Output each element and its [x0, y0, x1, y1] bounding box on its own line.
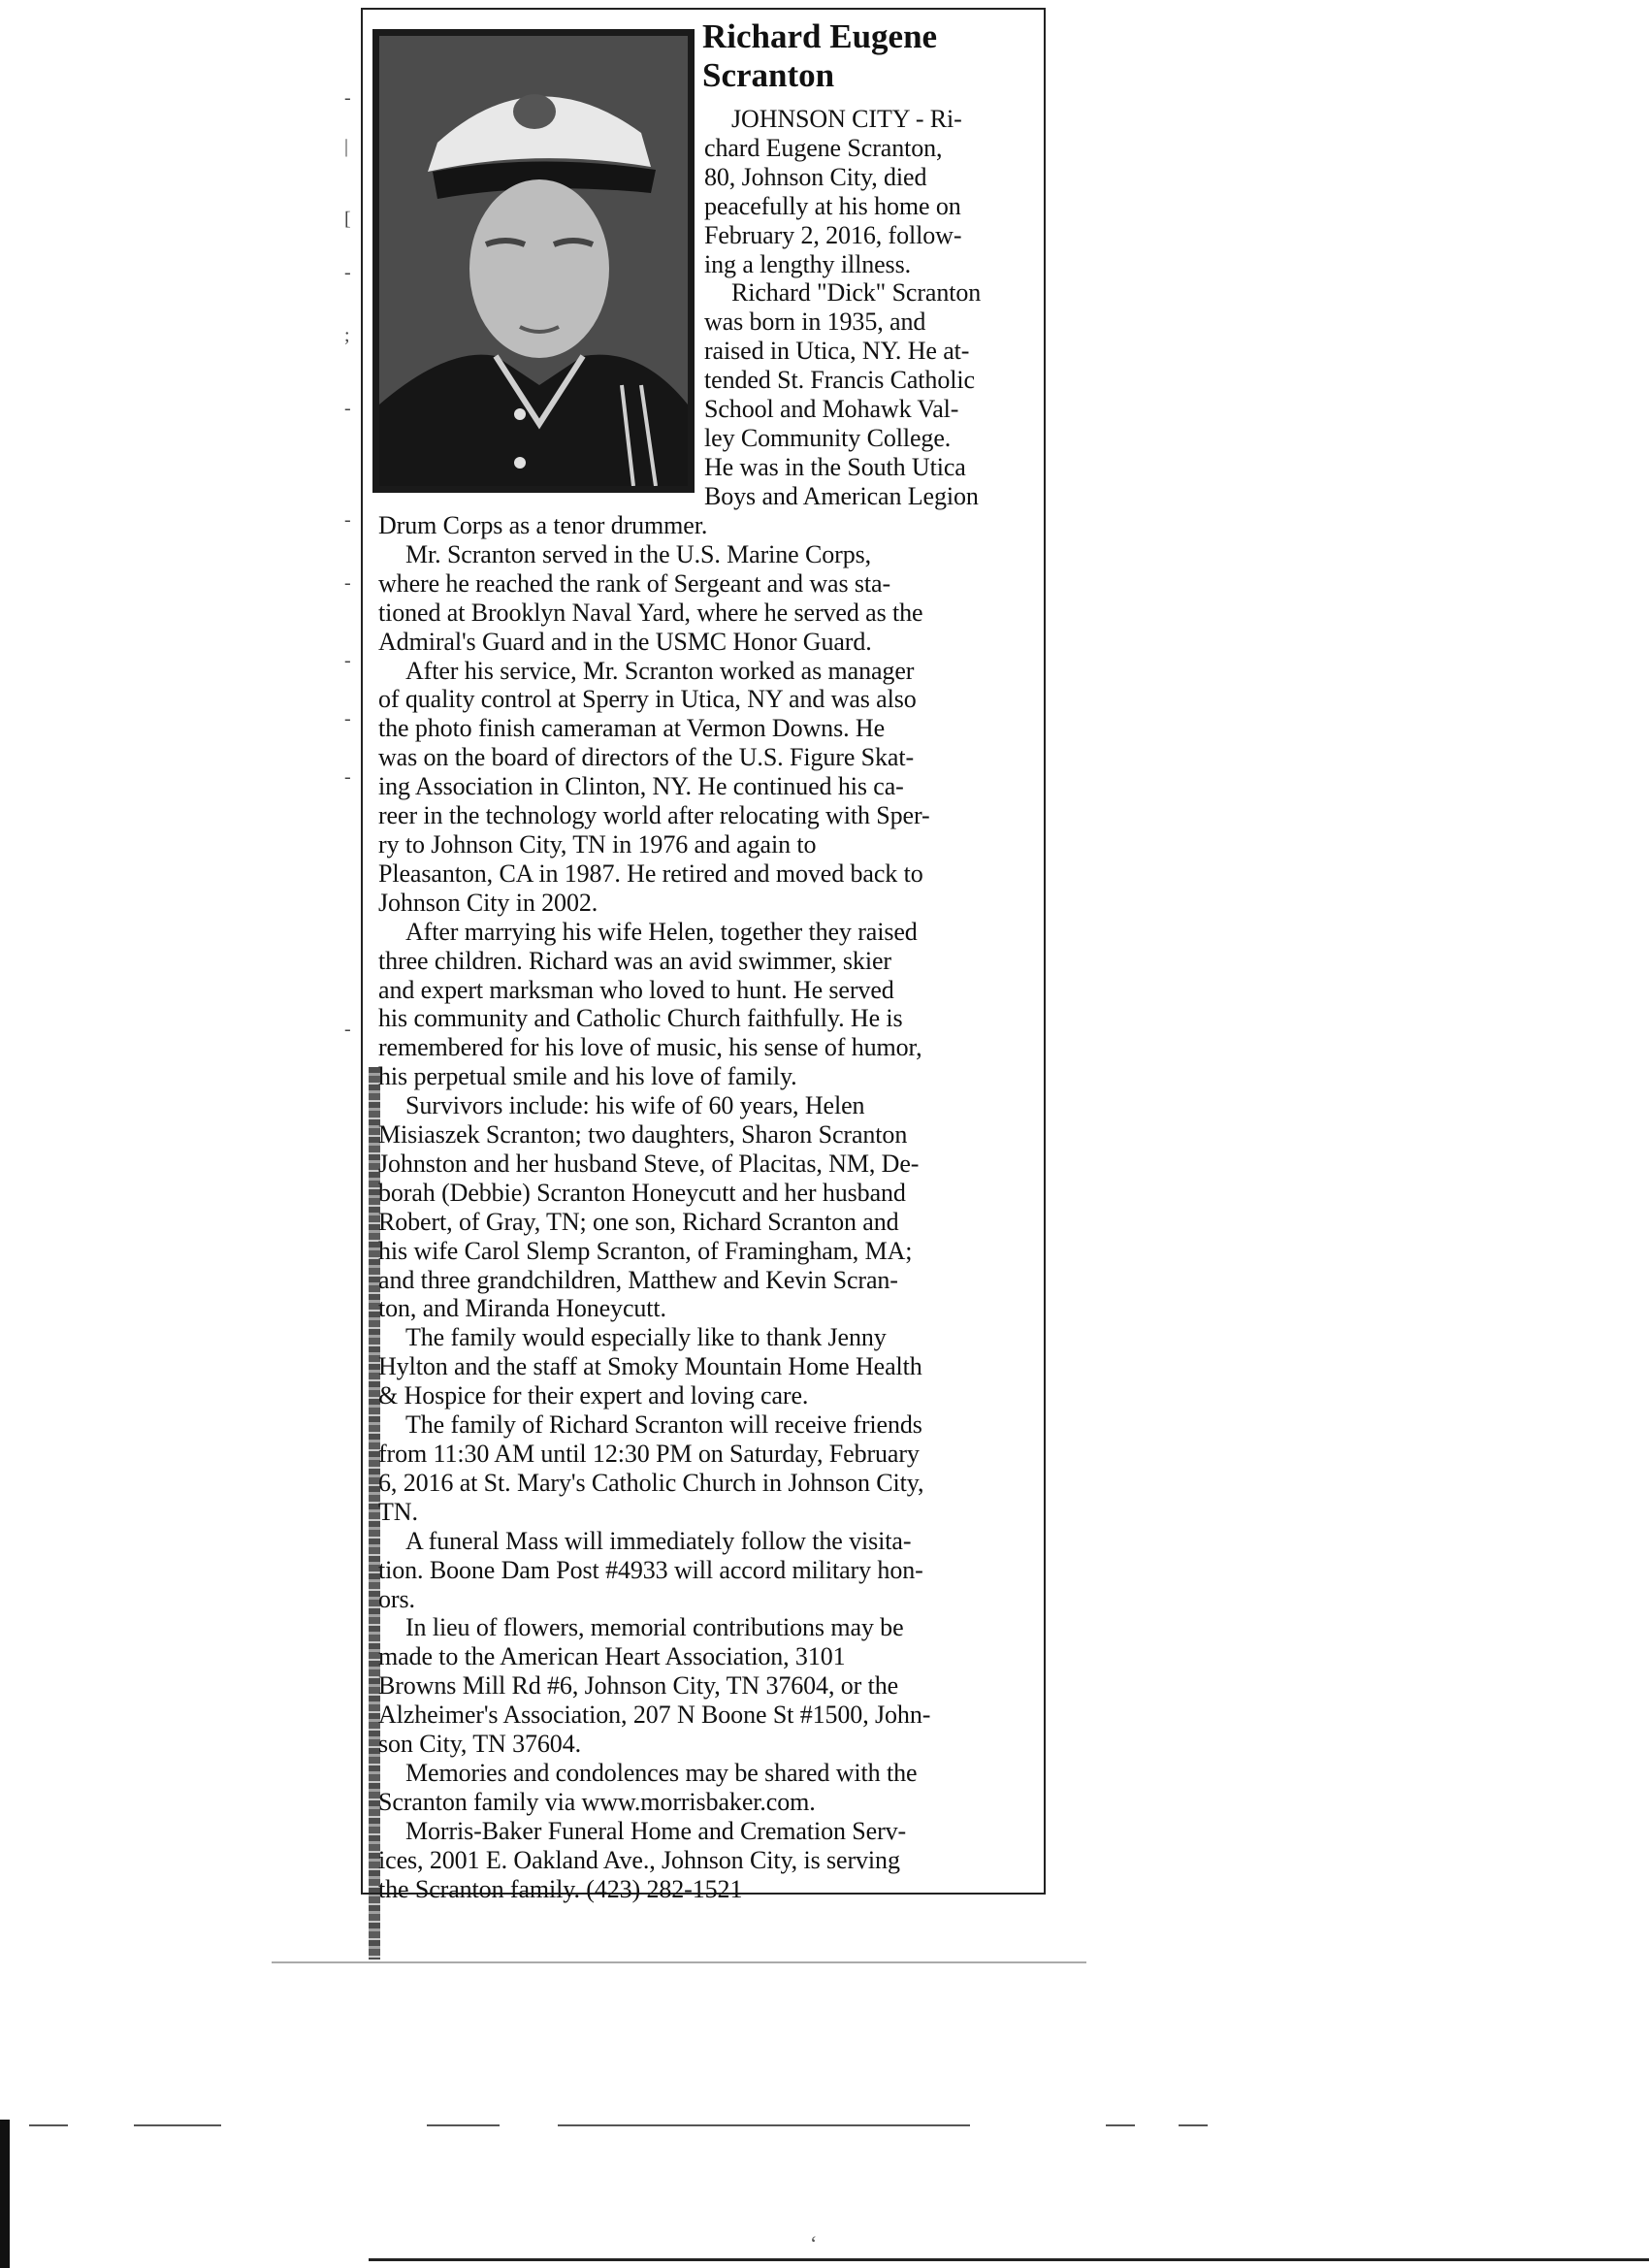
obituary-text-line: reer in the technology world after relocating with Sper-	[378, 801, 930, 830]
scan-bottom-rule	[369, 2258, 1649, 2261]
obituary-text-line: the photo finish cameraman at Vermon Downs. He	[378, 714, 886, 743]
obituary-text-line: 6, 2016 at St. Mary's Catholic Church in Johnson City,	[378, 1468, 924, 1497]
obituary-text-line: After his service, Mr. Scranton worked as manager	[405, 656, 915, 685]
scan-page-edge	[0, 2120, 10, 2268]
obituary-text-line: Admiral's Guard and in the USMC Honor Guard.	[378, 627, 872, 656]
scan-artifact-mark: ‘	[810, 2231, 818, 2255]
marine-portrait-image	[379, 36, 688, 486]
obituary-text-line: chard Eugene Scranton,	[704, 133, 943, 162]
obituary-text-line: In lieu of flowers, memorial contributions may be	[405, 1613, 904, 1642]
obituary-text-line: ton, and Miranda Honeycutt.	[378, 1294, 666, 1323]
obituary-headline	[702, 17, 1032, 95]
obituary-text-line: the Scranton family. (423) 282-1521	[378, 1874, 743, 1903]
obituary-text-line: Pleasanton, CA in 1987. He retired and moved back to	[378, 859, 923, 888]
obituary-text-line: ing a lengthy illness.	[704, 249, 911, 278]
obituary-text-line: Hylton and the staff at Smoky Mountain Home Health	[378, 1352, 922, 1381]
obituary-text-line: son City, TN 37604.	[378, 1730, 582, 1759]
obituary-text-line: and three grandchildren, Matthew and Kevin Scran-	[378, 1265, 898, 1294]
obituary-text-line: Boys and American Legion	[704, 481, 979, 510]
obituary-text-line: was on the board of directors of the U.S. Figure Skat-	[378, 743, 915, 772]
obituary-text-line: Mr. Scranton served in the U.S. Marine Corps,	[405, 539, 872, 568]
margin-bleed-marks: - | [ - ; - - - - - - -	[344, 87, 351, 1040]
obituary-text-line: The family would especially like to thank Jenny	[405, 1323, 887, 1352]
obituary-text-line: ley Community College.	[704, 423, 952, 452]
obituary-text-line: and expert marksman who loved to hunt. He served	[378, 975, 894, 1004]
obituary-text-line: Memories and condolences may be shared with the	[405, 1758, 918, 1787]
obituary-text-line: School and Mohawk Val-	[704, 395, 959, 424]
scan-artifact-dash	[1179, 2124, 1208, 2126]
obituary-text-line: ing Association in Clinton, NY. He continued his ca-	[378, 772, 904, 801]
obituary-text-line: Richard "Dick" Scranton	[731, 278, 982, 308]
obituary-text-line: of quality control at Sperry in Utica, NY and was also	[378, 685, 917, 714]
obituary-text-line: Johnston and her husband Steve, of Placitas, NM, De-	[378, 1149, 920, 1178]
obituary-text-line: A funeral Mass will immediately follow the visita-	[405, 1526, 912, 1555]
obituary-text-line: Scranton family via www.morrisbaker.com.	[378, 1787, 816, 1816]
obituary-text-line: was born in 1935, and	[704, 308, 926, 337]
obituary-text-line: three children. Richard was an avid swimmer, skier	[378, 946, 891, 975]
obituary-text-line: The family of Richard Scranton will receive friends	[405, 1410, 922, 1440]
obituary-text-line: ors.	[378, 1584, 415, 1613]
scan-artifact-dash	[427, 2124, 500, 2126]
obituary-text-line: February 2, 2016, follow-	[704, 220, 962, 249]
obituary-text-line: Survivors include: his wife of 60 years, Helen	[405, 1091, 865, 1120]
obituary-text-line: remembered for his love of music, his sense of humor,	[378, 1033, 922, 1062]
obituary-text-line: peacefully at his home on	[704, 191, 961, 220]
scan-artifact-dash	[272, 1961, 1086, 1963]
obituary-text-line: his community and Catholic Church faithfully. He is	[378, 1004, 903, 1033]
obituary-text-line: borah (Debbie) Scranton Honeycutt and her husband	[378, 1178, 906, 1207]
obituary-text-line: raised in Utica, NY. He at-	[704, 337, 970, 366]
obituary-text-line: his perpetual smile and his love of family.	[378, 1062, 797, 1091]
obituary-text-line: TN.	[378, 1497, 418, 1526]
obituary-text-line: 80, Johnson City, died	[704, 162, 927, 191]
obituary-text-beside-photo	[704, 105, 1044, 511]
obituary-text-line: After marrying his wife Helen, together they raised	[405, 917, 918, 946]
scan-artifact-dash	[1106, 2124, 1135, 2126]
obituary-text-line: made to the American Heart Association, 3101	[378, 1642, 846, 1671]
obituary-text-line: ices, 2001 E. Oakland Ave., Johnson City, is serving	[378, 1845, 900, 1874]
obituary-text-full-width	[378, 511, 1043, 1904]
obituary-text-line: JOHNSON CITY - Ri-	[731, 105, 962, 133]
obituary-text-line: He was in the South Utica	[704, 452, 966, 481]
obituary-text-line: Browns Mill Rd #6, Johnson City, TN 37604, or the	[378, 1671, 899, 1701]
obituary-text-line: tioned at Brooklyn Naval Yard, where he served as the	[378, 598, 923, 627]
scan-artifact-dash	[134, 2124, 221, 2126]
obituary-text-line: & Hospice for their expert and loving care.	[378, 1381, 809, 1410]
obituary-text-line: his wife Carol Slemp Scranton, of Framingham, MA;	[378, 1236, 913, 1265]
scan-artifact-dash	[558, 2124, 970, 2126]
headline-line: Richard Eugene	[702, 17, 938, 55]
obituary-text-line: tended St. Francis Catholic	[704, 366, 975, 395]
obituary-text-line: Robert, of Gray, TN; one son, Richard Scranton and	[378, 1207, 899, 1236]
portrait-photo	[372, 29, 695, 493]
scan-artifact-dash	[29, 2124, 68, 2126]
obituary-text-line: Drum Corps as a tenor drummer.	[378, 511, 708, 539]
obituary-text-line: where he reached the rank of Sergeant and was sta-	[378, 568, 891, 598]
obituary-text-line: from 11:30 AM until 12:30 PM on Saturday, February	[378, 1440, 920, 1468]
obituary-text-line: ry to Johnson City, TN in 1976 and again to	[378, 829, 817, 859]
obituary-text-line: Alzheimer's Association, 207 N Boone St #1500, John-	[378, 1701, 931, 1730]
obituary-text-line: Misiaszek Scranton; two daughters, Sharon Scranton	[378, 1120, 908, 1150]
obituary-text-line: tion. Boone Dam Post #4933 will accord military hon-	[378, 1555, 923, 1584]
obituary-text-line: Morris-Baker Funeral Home and Cremation Serv-	[405, 1816, 907, 1845]
headline-line: Scranton	[702, 56, 835, 94]
obituary-text-line: Johnson City in 2002.	[378, 888, 598, 917]
